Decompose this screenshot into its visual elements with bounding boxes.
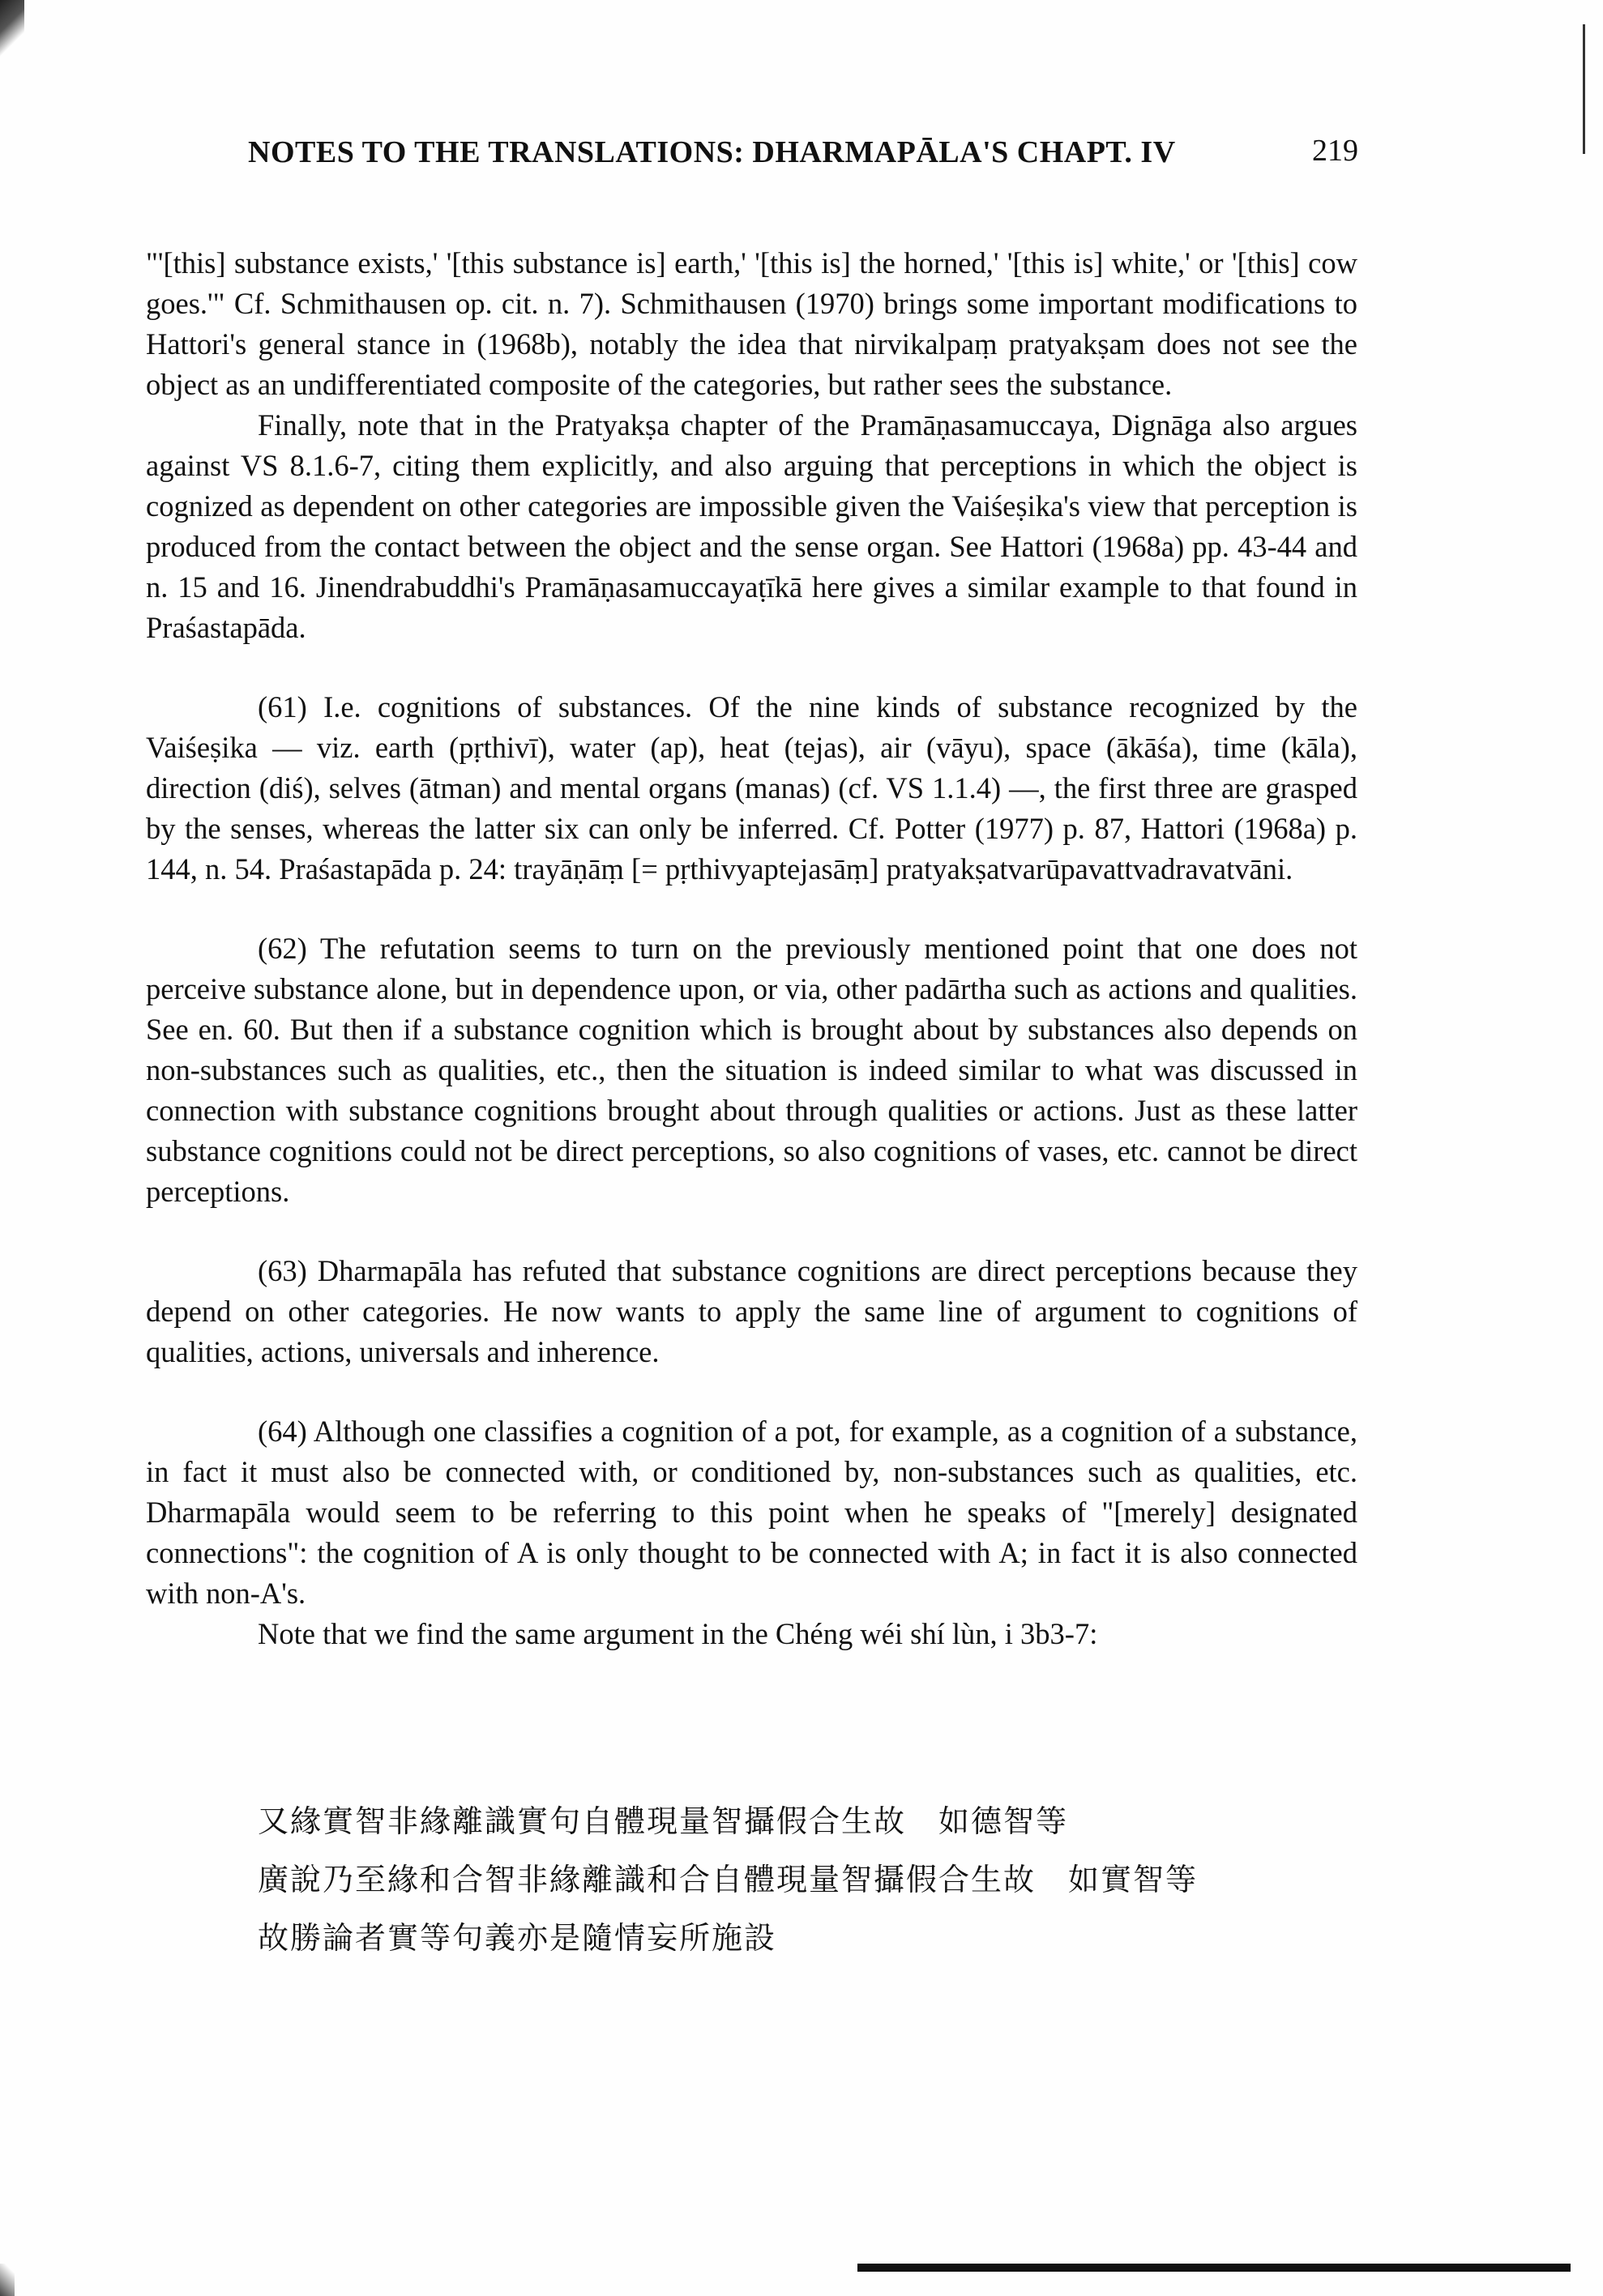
body-text — [146, 243, 1357, 1654]
running-header-title: NOTES TO THE TRANSLATIONS: DHARMAPĀLA'S CHAPT. IV — [248, 135, 1176, 169]
scan-edge-mark — [1583, 24, 1585, 154]
scan-edge-mark — [0, 2264, 15, 2296]
chinese-line-3: 故勝論者實等句義亦是隨情妄所施設 — [258, 1920, 777, 1956]
endnote-64-note: Note that we find the same argument in the Chéng wéi shí lùn, i 3b3-7: — [258, 1617, 1098, 1650]
endnote-63: (63) Dharmapāla has refuted that substance cognitions are direct perceptions because they depend on other categories. He now wants to apply the same line of argument to cognitions of qualities, actions, universals and inherence. — [146, 1254, 1357, 1368]
page-number: 219 — [1312, 134, 1358, 168]
endnote-64: (64) Although one classifies a cognition of a pot, for example, as a cognition of a substance, in fact it must also be connected with, or conditioned by, non-substances such as qualities, etc. Dharmapāla would seem to be referring to this point when he speaks of "[merely] designated connections": the cognition of A is only thought to be connected with A; in fact it is also connected with non-A's. — [146, 1415, 1357, 1610]
paragraph-continued: "'[this] substance exists,' '[this substance is] earth,' '[this is] the horned,' '[this is] white,' or '[this] cow goes.'" Cf. Schmithausen op. cit. n. 7). Schmithausen (1970) brings some important modifications to Hattori's general stance in (1968b), notably the idea that nirvikalpaṃ pratyakṣam does not see the object as an undifferentiated composite of the categories, but rather sees the substance. — [146, 246, 1357, 401]
endnote-62: (62) The refutation seems to turn on the previously mentioned point that one does not perceive substance alone, but in dependence upon, or via, other padārtha such as actions and qualities. See en. 60. But then if a substance cognition which is brought about by substances also depends on non-substances such as qualities, etc., then the situation is indeed similar to what was discussed in connection with substance cognitions brought about through qualities or actions. Just as these latter substance cognitions could not be direct perceptions, so also cognitions of vases, etc. cannot be direct perceptions. — [146, 932, 1357, 1208]
endnote-61: (61) I.e. cognitions of substances. Of the nine kinds of substance recognized by the Vaiśeṣika — viz. earth (pṛthivī), water (ap), heat (tejas), air (vāyu), space (ākāśa), time (kāla), direction (diś), selves (ātman) and mental organs (manas) (cf. VS 1.1.4) —, the first three are grasped by the senses, whereas the latter six can only be inferred. Cf. Potter (1977) p. 87, Hattori (1968a) p. 144, n. 54. Praśastapāda p. 24: trayāṇāṃ [= pṛthivyaptejasāṃ] pratyakṣatvarūpavattvadravatvāni. — [146, 690, 1357, 886]
chinese-line-1: 又緣實智非緣離識實句自體現量智攝假合生故 如德智等 — [258, 1803, 1069, 1839]
chinese-quotation — [258, 1792, 1392, 1967]
scan-edge-mark — [0, 0, 24, 57]
running-header — [248, 130, 1358, 178]
paragraph-finally: Finally, note that in the Pratyakṣa chapter of the Pramāṇasamuccaya, Dignāga also argues against VS 8.1.6-7, citing them explicitly, and also arguing that perceptions in which the object is cognized as dependent on other categories are impossible given the Vaiśeṣika's view that perception is produced from the contact between the object and the sense organ. See Hattori (1968a) pp. 43-44 and n. 15 and 16. Jinendrabuddhi's Pramāṇasamuccayaṭīkā here gives a similar example to that found in Praśastapāda. — [146, 408, 1357, 644]
chinese-line-2: 廣說乃至緣和合智非緣離識和合自體現量智攝假合生故 如實智等 — [258, 1862, 1199, 1897]
scan-edge-mark — [857, 2264, 1571, 2272]
